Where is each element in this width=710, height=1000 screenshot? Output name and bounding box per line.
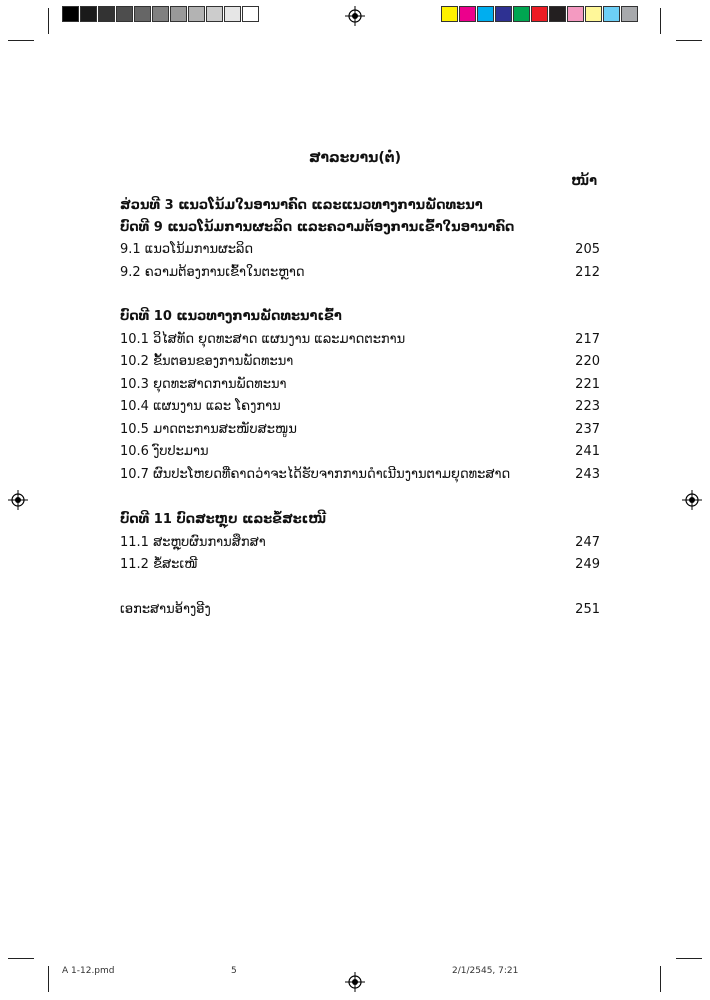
toc-entry-label: 9.1 ແນວໂນ້ມການຜະລິດ (120, 242, 254, 257)
crop-mark (48, 966, 49, 992)
color-swatch (116, 6, 133, 22)
color-calibration-bar (441, 6, 639, 22)
toc-entry-label: 11.1 ສະຫຼຸບຜົນການສຶກສາ (120, 535, 266, 550)
toc-entry-page: 220 (575, 354, 600, 369)
toc-entry-page: 243 (575, 467, 600, 482)
toc-entry (120, 242, 600, 257)
crop-mark (660, 966, 661, 992)
grayscale-calibration-bar (62, 6, 260, 22)
color-swatch (134, 6, 151, 22)
color-swatch (188, 6, 205, 22)
color-swatch (224, 6, 241, 22)
chapter-heading (120, 512, 600, 527)
color-swatch (531, 6, 548, 22)
toc-entry-label: 10.3 ຍຸດທະສາດການພັດທະນາ (120, 377, 287, 392)
toc-entry-page: 205 (575, 242, 600, 257)
chapter-heading (120, 309, 600, 324)
toc-entry-label: 10.6 ງົບປະມານ (120, 444, 209, 459)
crop-mark (676, 958, 702, 959)
toc-entry (120, 535, 600, 550)
footer-filename: A 1-12.pmd (62, 966, 115, 976)
footer-datetime: 2/1/2545, 7:21 (452, 966, 519, 976)
registration-mark-icon (8, 490, 28, 510)
toc-entry-page: 237 (575, 422, 600, 437)
toc-entry-page: 223 (575, 399, 600, 414)
chapter-heading (120, 220, 600, 235)
color-swatch (152, 6, 169, 22)
toc-entry-references (120, 602, 600, 617)
toc-entry-page: 217 (575, 332, 600, 347)
toc-entry (120, 467, 600, 482)
color-swatch (549, 6, 566, 22)
toc-entry-label: ເອກະສານອ້າງອີງ (120, 602, 211, 617)
color-swatch (206, 6, 223, 22)
toc-entry-label: 10.5 ມາດຕະການສະໜັບສະໜູນ (120, 422, 297, 437)
crop-mark (8, 958, 34, 959)
toc-entry-page: 212 (575, 265, 600, 280)
toc-entry-page: 241 (575, 444, 600, 459)
toc-entry-page: 247 (575, 535, 600, 550)
color-swatch (459, 6, 476, 22)
color-swatch (621, 6, 638, 22)
color-swatch (80, 6, 97, 22)
crop-mark (48, 8, 49, 34)
toc-entry-label: 10.7 ຜົນປະໂຫຍດທີ່ຄາດວ່າຈະໄດ້ຮັບຈາກການດຳເນີນງານຕາມຍຸດທະສາດ (120, 467, 511, 482)
color-swatch (98, 6, 115, 22)
registration-mark-icon (345, 6, 365, 26)
registration-mark-icon (682, 490, 702, 510)
toc-entry (120, 422, 600, 437)
toc-entry (120, 354, 600, 369)
part-heading-label: ສ່ວນທີ 3 ແນວໂນ້ມໃນອານາຄົດ ແລະແນວທາງການພັດທະນາ (120, 198, 483, 213)
chapter-heading-label: ບົດທີ 11 ບົດສະຫຼຸບ ແລະຂໍ້ສະເໜີ (120, 512, 327, 527)
chapter-heading-label: ບົດທີ 9 ແນວໂນ້ມການຜະລິດ ແລະຄວາມຕ້ອງການເຂົ້າໃນອານາຄົດ (120, 220, 515, 235)
registration-mark-icon (345, 972, 365, 992)
page-column-header: ໜ້າ (571, 174, 597, 189)
part-heading (120, 198, 600, 213)
color-swatch (513, 6, 530, 22)
color-swatch (477, 6, 494, 22)
crop-mark (8, 40, 34, 41)
toc-entry-label: 9.2 ຄວາມຕ້ອງການເຂົ້າໃນຕະຫຼາດ (120, 265, 305, 280)
toc-entry-page: 251 (575, 602, 600, 617)
color-swatch (603, 6, 620, 22)
toc-entry (120, 332, 600, 347)
toc-entry (120, 265, 600, 280)
crop-mark (676, 40, 702, 41)
crop-mark (660, 8, 661, 34)
color-swatch (441, 6, 458, 22)
color-swatch (495, 6, 512, 22)
toc-entry-page: 249 (575, 557, 600, 572)
toc-entry (120, 399, 600, 414)
color-swatch (585, 6, 602, 22)
color-swatch (170, 6, 187, 22)
color-swatch (567, 6, 584, 22)
toc-entry-label: 10.2 ຂັ້ນຕອນຂອງການພັດທະນາ (120, 354, 294, 369)
toc-entry-label: 10.1 ວິໄສທັດ ຍຸດທະສາດ ແຜນງານ ແລະມາດຕະການ (120, 332, 406, 347)
color-swatch (62, 6, 79, 22)
toc-entry (120, 557, 600, 572)
chapter-heading-label: ບົດທີ 10 ແນວທາງການພັດທະນາເຂົ້າ (120, 309, 342, 324)
color-swatch (242, 6, 259, 22)
toc-entry-page: 221 (575, 377, 600, 392)
footer-page-number: 5 (231, 966, 237, 976)
toc-entry-label: 11.2 ຂໍ້ສະເໜີ (120, 557, 198, 572)
toc-entry (120, 444, 600, 459)
toc-entry (120, 377, 600, 392)
toc-entry-label: 10.4 ແຜນງານ ແລະ ໂຄງການ (120, 399, 281, 414)
toc-title: ສາລະບານ(ຕໍ່) (308, 150, 402, 166)
